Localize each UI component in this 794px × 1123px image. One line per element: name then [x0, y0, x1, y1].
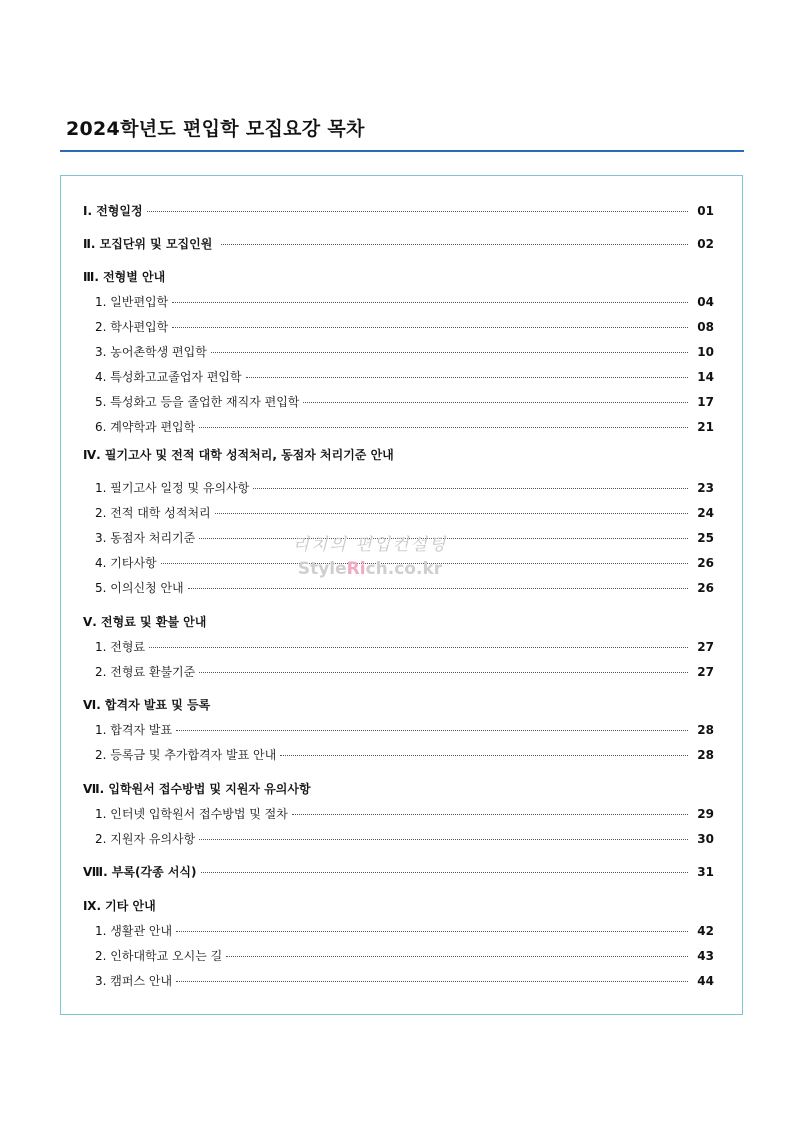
toc-box: [60, 175, 743, 1015]
toc-page-number: 24: [697, 506, 714, 520]
toc-label: 5. 이의신청 안내: [95, 581, 184, 595]
toc-page-number: 08: [697, 320, 714, 334]
toc-label: 4. 특성화고교졸업자 편입학: [95, 370, 242, 384]
toc-entry[interactable]: [95, 503, 714, 523]
toc-leader-dots: [211, 352, 688, 353]
toc-page-number: 23: [697, 481, 714, 495]
toc-section[interactable]: [83, 695, 714, 715]
toc-leader-dots: [221, 244, 688, 245]
toc-leader-dots: [176, 981, 688, 982]
toc-page-number: 02: [697, 237, 714, 251]
toc-label: 3. 캠퍼스 안내: [95, 974, 173, 988]
toc-leader-dots: [253, 488, 688, 489]
toc-label: 4. 기타사항: [95, 556, 157, 570]
toc-leader-dots: [188, 588, 688, 589]
toc-label: Ⅱ. 모집단위 및 모집인원: [83, 237, 217, 251]
toc-label: Ⅲ. 전형별 안내: [83, 270, 166, 284]
toc-entry[interactable]: [95, 392, 714, 412]
toc-section[interactable]: [83, 896, 714, 916]
toc-section[interactable]: [83, 267, 714, 287]
toc-section[interactable]: [83, 234, 714, 254]
toc-label: 1. 합격자 발표: [95, 723, 173, 737]
toc-entry[interactable]: [95, 829, 714, 849]
toc-leader-dots: [172, 327, 688, 328]
toc-page-number: 26: [697, 556, 714, 570]
toc-label: 2. 전적 대학 성적처리: [95, 506, 211, 520]
toc-leader-dots: [199, 672, 688, 673]
toc-leader-dots: [149, 647, 688, 648]
page-title: 2024학년도 편입학 모집요강 목차: [66, 118, 365, 140]
toc-leader-dots: [246, 377, 688, 378]
toc-leader-dots: [303, 402, 688, 403]
toc-label: 3. 동점자 처리기준: [95, 531, 196, 545]
toc-label: 6. 계약학과 편입학: [95, 420, 196, 434]
toc-page-number: 27: [697, 665, 714, 679]
toc-leader-dots: [199, 427, 688, 428]
toc-page-number: 42: [697, 924, 714, 938]
toc-leader-dots: [199, 538, 688, 539]
toc-section[interactable]: [83, 612, 714, 632]
toc-label: 5. 특성화고 등을 졸업한 재직자 편입학: [95, 395, 300, 409]
toc-label: Ⅴ. 전형료 및 환불 안내: [83, 615, 207, 629]
toc-leader-dots: [280, 755, 688, 756]
toc-leader-dots: [199, 839, 688, 840]
toc-label: 2. 인하대학교 오시는 길: [95, 949, 223, 963]
toc-entry[interactable]: [95, 971, 714, 991]
toc-leader-dots: [292, 814, 688, 815]
toc-leader-dots: [176, 730, 688, 731]
toc-page-number: 04: [697, 295, 714, 309]
watermark-site-part: ch.co.kr: [365, 559, 443, 579]
toc-page-number: 29: [697, 807, 714, 821]
toc-entry[interactable]: [95, 745, 714, 765]
toc-page-number: 30: [697, 832, 714, 846]
toc-entry[interactable]: [95, 478, 714, 498]
toc-label: 1. 생활관 안내: [95, 924, 173, 938]
toc-leader-dots: [147, 211, 688, 212]
toc-label: Ⅸ. 기타 안내: [83, 899, 156, 913]
toc-entry[interactable]: [95, 417, 714, 437]
toc-leader-dots: [176, 931, 688, 932]
toc-leader-dots: [226, 956, 688, 957]
toc-page-number: 31: [697, 865, 714, 879]
toc-label: 1. 필기고사 일정 및 유의사항: [95, 481, 250, 495]
toc-label: 2. 지원자 유의사항: [95, 832, 196, 846]
toc-page-number: 28: [697, 723, 714, 737]
toc-label: 1. 일반편입학: [95, 295, 169, 309]
toc-page-number: 25: [697, 531, 714, 545]
toc-label: Ⅶ. 입학원서 접수방법 및 지원자 유의사항: [83, 782, 311, 796]
toc-entry[interactable]: [95, 921, 714, 941]
toc-page-number: 44: [697, 974, 714, 988]
title-divider: [60, 150, 744, 152]
toc-label: 1. 인터넷 입학원서 접수방법 및 절차: [95, 807, 288, 821]
toc-leader-dots: [201, 872, 688, 873]
toc-entry[interactable]: [95, 367, 714, 387]
toc-list: [61, 176, 742, 1014]
toc-section[interactable]: [83, 201, 714, 221]
toc-page-number: 01: [697, 204, 714, 218]
toc-entry[interactable]: [95, 720, 714, 740]
toc-label: Ⅰ. 전형일정: [83, 204, 143, 218]
toc-label: Ⅳ. 필기고사 및 전적 대학 성적처리, 동점자 처리기준 안내: [83, 448, 394, 462]
toc-page-number: 17: [697, 395, 714, 409]
toc-entry[interactable]: [95, 946, 714, 966]
toc-label: Ⅵ. 합격자 발표 및 등록: [83, 698, 211, 712]
toc-entry[interactable]: [95, 292, 714, 312]
toc-page-number: 10: [697, 345, 714, 359]
toc-page-number: 27: [697, 640, 714, 654]
toc-section[interactable]: [83, 862, 714, 882]
watermark-script: 리치의 편입컨설팅: [292, 535, 448, 555]
toc-label: 2. 전형료 환불기준: [95, 665, 196, 679]
toc-entry[interactable]: [95, 637, 714, 657]
toc-section[interactable]: [83, 445, 714, 465]
toc-entry[interactable]: [95, 662, 714, 682]
toc-page-number: 43: [697, 949, 714, 963]
toc-entry[interactable]: [95, 804, 714, 824]
toc-entry[interactable]: [95, 528, 714, 548]
toc-label: 3. 농어촌학생 편입학: [95, 345, 207, 359]
watermark-site-accent: Ri: [346, 559, 366, 579]
toc-leader-dots: [172, 302, 688, 303]
toc-section[interactable]: [83, 779, 714, 799]
toc-page-number: 21: [697, 420, 714, 434]
toc-label: 2. 학사편입학: [95, 320, 169, 334]
toc-label: Ⅷ. 부록(각종 서식): [83, 865, 197, 879]
toc-leader-dots: [215, 513, 688, 514]
toc-entry[interactable]: [95, 342, 714, 362]
watermark-site-part: Style: [297, 559, 347, 579]
toc-entry[interactable]: [95, 553, 714, 573]
toc-leader-dots: [161, 563, 688, 564]
toc-entry[interactable]: [95, 317, 714, 337]
toc-entry[interactable]: [95, 578, 714, 598]
toc-label: 2. 등록금 및 추가합격자 발표 안내: [95, 748, 277, 762]
toc-page-number: 28: [697, 748, 714, 762]
toc-page-number: 14: [697, 370, 714, 384]
toc-page-number: 26: [697, 581, 714, 595]
toc-label: 1. 전형료: [95, 640, 146, 654]
